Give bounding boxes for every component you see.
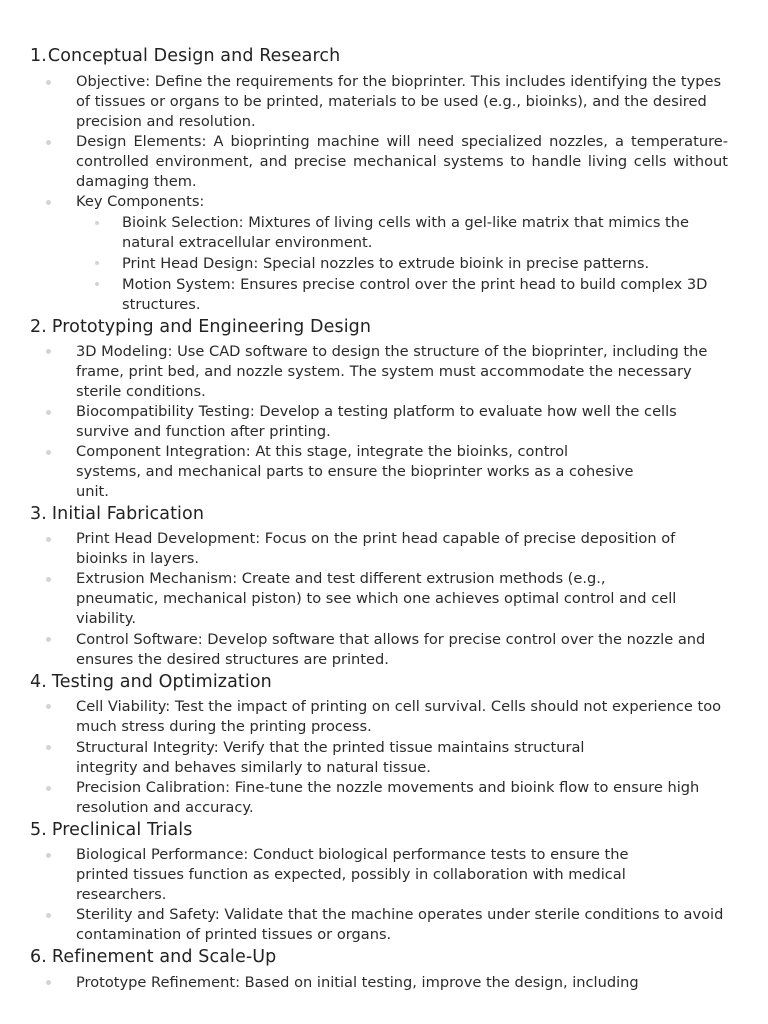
section-title: Prototyping and Engineering Design [51, 317, 372, 337]
section-number: 1. [30, 46, 47, 66]
bullet-dot [46, 637, 51, 642]
list-item: Precision Calibration: Fine-tune the nozzle movements and bioink flow to ensure high resolution and accuracy. [76, 779, 700, 817]
sub-bullet-dot [95, 261, 99, 265]
bullet-dot [46, 745, 51, 750]
section-number: 6. [30, 947, 47, 967]
sub-bullet-dot [95, 282, 99, 286]
bullet-dot [46, 577, 51, 582]
list-item: Component Integration: At this stage, integrate the bioinks, control systems, and mechanical parts to ensure the bioprinter works as a cohesive unit. [76, 443, 634, 501]
sub-bullet-dot [95, 221, 99, 225]
list-item: 3D Modeling: Use CAD software to design the structure of the bioprinter, including the frame, print bed, and nozzle system. The system must accommodate the necessary sterile conditions. [76, 343, 708, 401]
section-heading [30, 946, 276, 968]
section-heading [30, 45, 340, 67]
section-number: 2. [30, 317, 47, 337]
sub-list-item: Print Head Design: Special nozzles to extrude bioink in precise patterns. [122, 255, 650, 272]
bullet-dot [46, 853, 51, 858]
section-number: 3. [30, 504, 47, 524]
list-item: Print Head Development: Focus on the print head capable of precise deposition of bioinks in layers. [76, 530, 676, 568]
list-item: Extrusion Mechanism: Create and test different extrusion methods (e.g., pneumatic, mechanical piston) to see which one achieves optimal control and cell viability. [76, 570, 677, 628]
sub-list-item: Bioink Selection: Mixtures of living cells with a gel-like matrix that mimics the natural extracellular environment. [122, 214, 690, 252]
bullet-dot [46, 349, 51, 354]
bullet-dot [46, 140, 51, 145]
section-title: Preclinical Trials [51, 820, 193, 840]
bullet-dot [46, 704, 51, 709]
bullet-dot [46, 200, 51, 205]
bullet-dot [46, 537, 51, 542]
section-title: Conceptual Design and Research [47, 46, 341, 66]
list-item: Design Elements: A bioprinting machine will need specialized nozzles, a temperature- controlled environment, and precise mechanical systems to handle living cells without damaging them. [76, 133, 728, 191]
list-item: Cell Viability: Test the impact of printing on cell survival. Cells should not experience too much stress during the printing process. [76, 698, 722, 736]
list-item: Sterility and Safety: Validate that the machine operates under sterile conditions to avoid contamination of printed tissues or organs. [76, 906, 724, 944]
bullet-dot [46, 450, 51, 455]
section-number: 4. [30, 672, 47, 692]
section-title: Testing and Optimization [51, 672, 272, 692]
list-item: Biological Performance: Conduct biological performance tests to ensure the printed tissues function as expected, possibly in collaboration with medical researchers. [76, 846, 629, 904]
sub-list-item: Motion System: Ensures precise control over the print head to build complex 3D structures. [122, 276, 708, 314]
bullet-dot [46, 786, 51, 791]
list-item: Key Components: [76, 193, 205, 210]
list-item: Biocompatibility Testing: Develop a testing platform to evaluate how well the cells survive and function after printing. [76, 403, 677, 441]
bullet-dot [46, 913, 51, 918]
section-title: Initial Fabrication [51, 504, 205, 524]
section-heading [30, 316, 371, 338]
list-item: Objective: Define the requirements for the bioprinter. This includes identifying the types of tissues or organs to be printed, materials to be used (e.g., bioinks), and the desired precision and resolution. [76, 73, 722, 131]
bullet-dot [46, 410, 51, 415]
section-heading [30, 671, 272, 693]
list-item: Prototype Refinement: Based on initial testing, improve the design, including [76, 974, 639, 991]
bullet-dot [46, 80, 51, 85]
section-heading [30, 503, 204, 525]
list-item: Structural Integrity: Verify that the printed tissue maintains structural integrity and behaves similarly to natural tissue. [76, 739, 585, 777]
section-title: Refinement and Scale-Up [51, 947, 277, 967]
section-heading [30, 819, 192, 841]
bullet-dot [46, 980, 51, 985]
list-item: Control Software: Develop software that allows for precise control over the nozzle and ensures the desired structures are printed. [76, 631, 706, 669]
section-number: 5. [30, 820, 47, 840]
